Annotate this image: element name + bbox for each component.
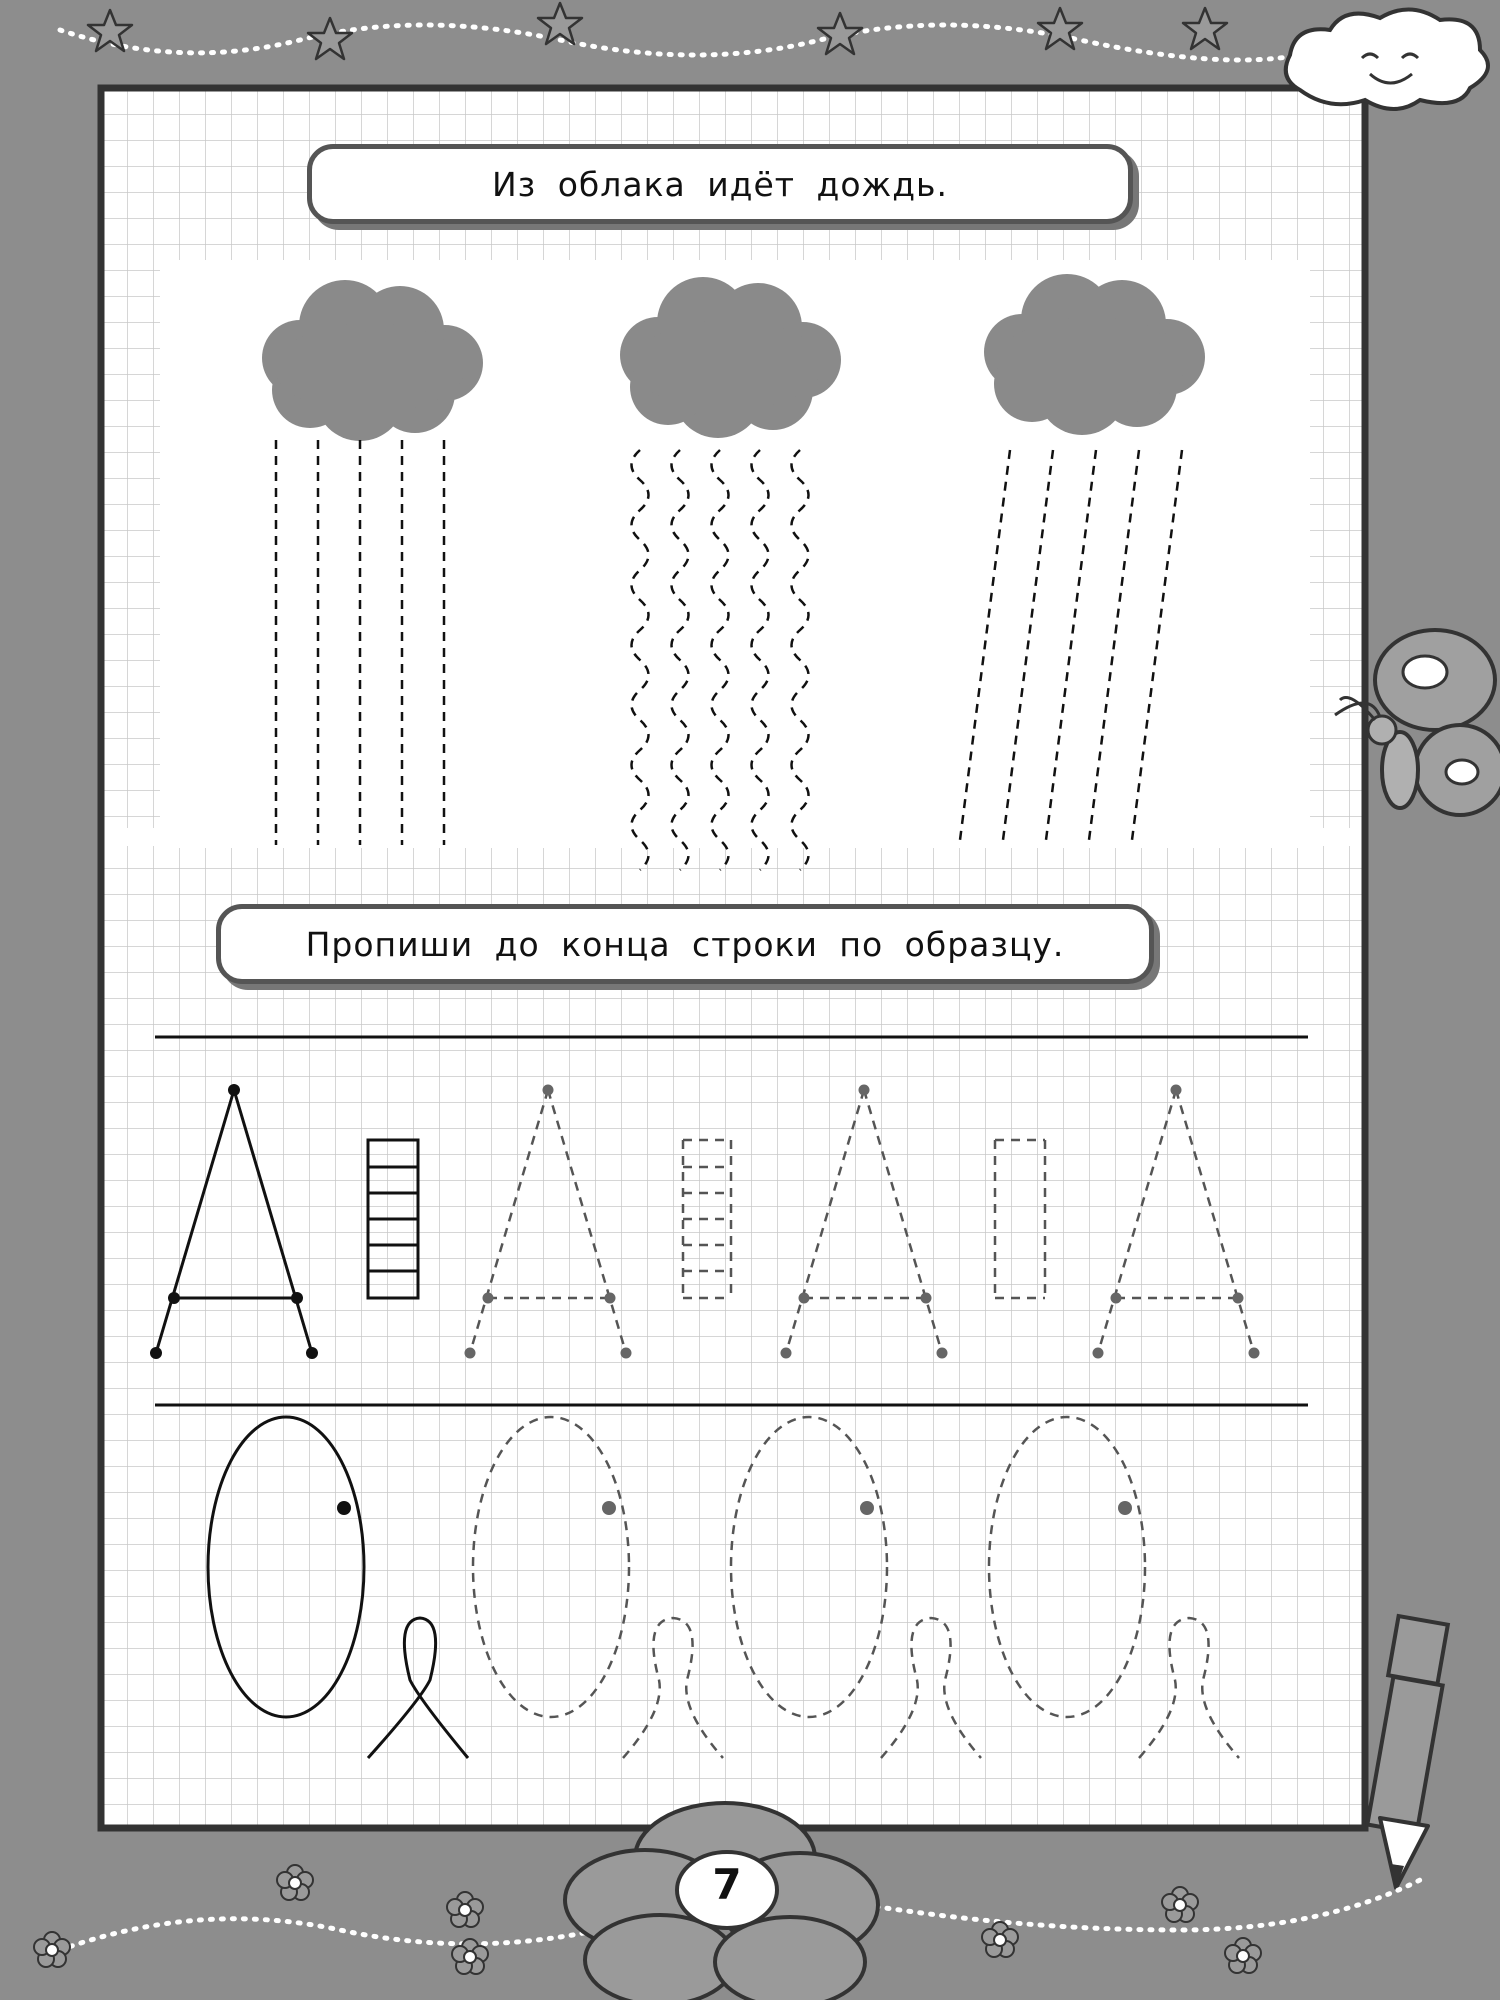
instruction-rain-text: Из облака идёт дождь. [492,164,948,204]
star-icon [818,13,862,54]
flower-icon [447,1892,483,1927]
star-icon [308,18,352,59]
flower-icon [1225,1938,1261,1973]
flower-icon [982,1922,1018,1957]
star-icon [1038,8,1082,49]
flower-icon [1162,1887,1198,1922]
star-icon [1183,8,1227,49]
garland-top [60,25,1300,60]
instruction-copy-text: Пропиши до конца строки по образцу. [305,924,1065,964]
page-number: 7 [712,1860,742,1909]
flower-icon [34,1932,70,1967]
cloud-face-icon [1286,9,1488,109]
instruction-banner-rain [307,144,1133,224]
flower-icon [277,1865,313,1900]
pencil-icon [1367,1616,1447,1900]
instruction-banner-copy [216,904,1154,984]
